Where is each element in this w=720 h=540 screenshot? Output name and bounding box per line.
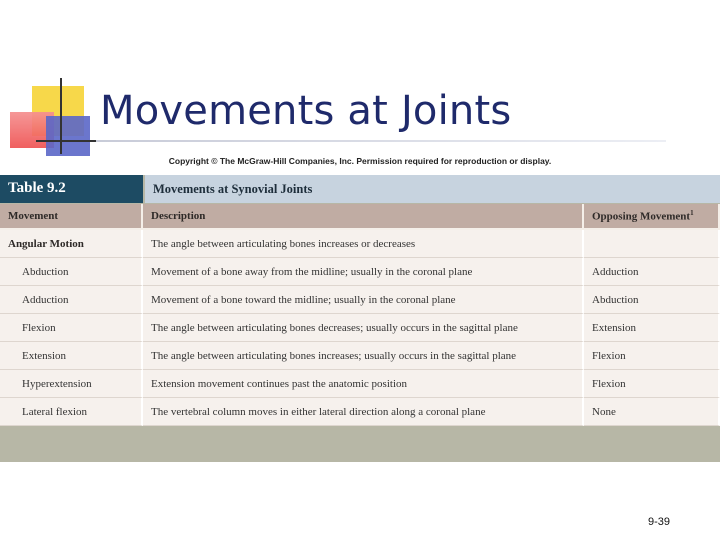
header-opposing-label: Opposing Movement: [592, 210, 691, 223]
decor-blue-square: [46, 116, 90, 156]
cell-movement: Abduction: [0, 258, 143, 286]
copyright-notice: Copyright © The McGraw-Hill Companies, Inc. Permission required for reproduction or display.: [168, 156, 552, 166]
table-row: [0, 258, 720, 286]
table-label: Table 9.2: [0, 175, 143, 203]
decor-horizontal-line: [36, 140, 102, 142]
cell-opposing: Extension: [584, 314, 720, 342]
header-description: Description: [143, 204, 584, 230]
table-row: [0, 314, 720, 342]
cell-description: Movement of a bone away from the midline; usually in the coronal plane: [143, 258, 584, 286]
cell-description: Movement of a bone toward the midline; usually in the coronal plane: [143, 286, 584, 314]
decor-vertical-line: [60, 78, 62, 154]
cell-description: The vertebral column moves in either lateral direction along a coronal plane: [143, 398, 584, 426]
cell-opposing: Flexion: [584, 342, 720, 370]
table-row: [0, 342, 720, 370]
page-number: 9-39: [648, 516, 671, 528]
cell-opposing: Flexion: [584, 370, 720, 398]
table-row: [0, 286, 720, 314]
table-heading: [0, 175, 720, 203]
cell-opposing: Abduction: [584, 286, 720, 314]
cell-movement: Lateral flexion: [0, 398, 143, 426]
cell-description: The angle between articulating bones increases; usually occurs in the sagittal plane: [143, 342, 584, 370]
table-body: [0, 230, 720, 426]
cell-opposing: Adduction: [584, 258, 720, 286]
cell-movement: Hyperextension: [0, 370, 143, 398]
title-underline: [96, 140, 666, 142]
group-opposing: [584, 230, 720, 258]
header-movement: Movement: [0, 204, 143, 230]
table-header-row: [0, 204, 720, 230]
cell-description: Extension movement continues past the anatomic position: [143, 370, 584, 398]
cell-movement: Extension: [0, 342, 143, 370]
group-label: Angular Motion: [0, 230, 143, 258]
cell-description: The angle between articulating bones decreases; usually occurs in the sagittal plane: [143, 314, 584, 342]
table-row: [0, 370, 720, 398]
header-opposing-movement: [584, 204, 720, 230]
movements-table: [0, 204, 720, 426]
table-row: [0, 398, 720, 426]
table-caption: Movements at Synovial Joints: [145, 175, 720, 203]
cell-movement: Adduction: [0, 286, 143, 314]
header-footnote-marker: 1: [690, 209, 694, 218]
group-description: The angle between articulating bones increases or decreases: [143, 230, 584, 258]
slide-title: Movements at Joints: [100, 88, 512, 134]
cell-movement: Flexion: [0, 314, 143, 342]
cell-opposing: None: [584, 398, 720, 426]
table-figure: [0, 175, 720, 462]
table-row-group: [0, 230, 720, 258]
